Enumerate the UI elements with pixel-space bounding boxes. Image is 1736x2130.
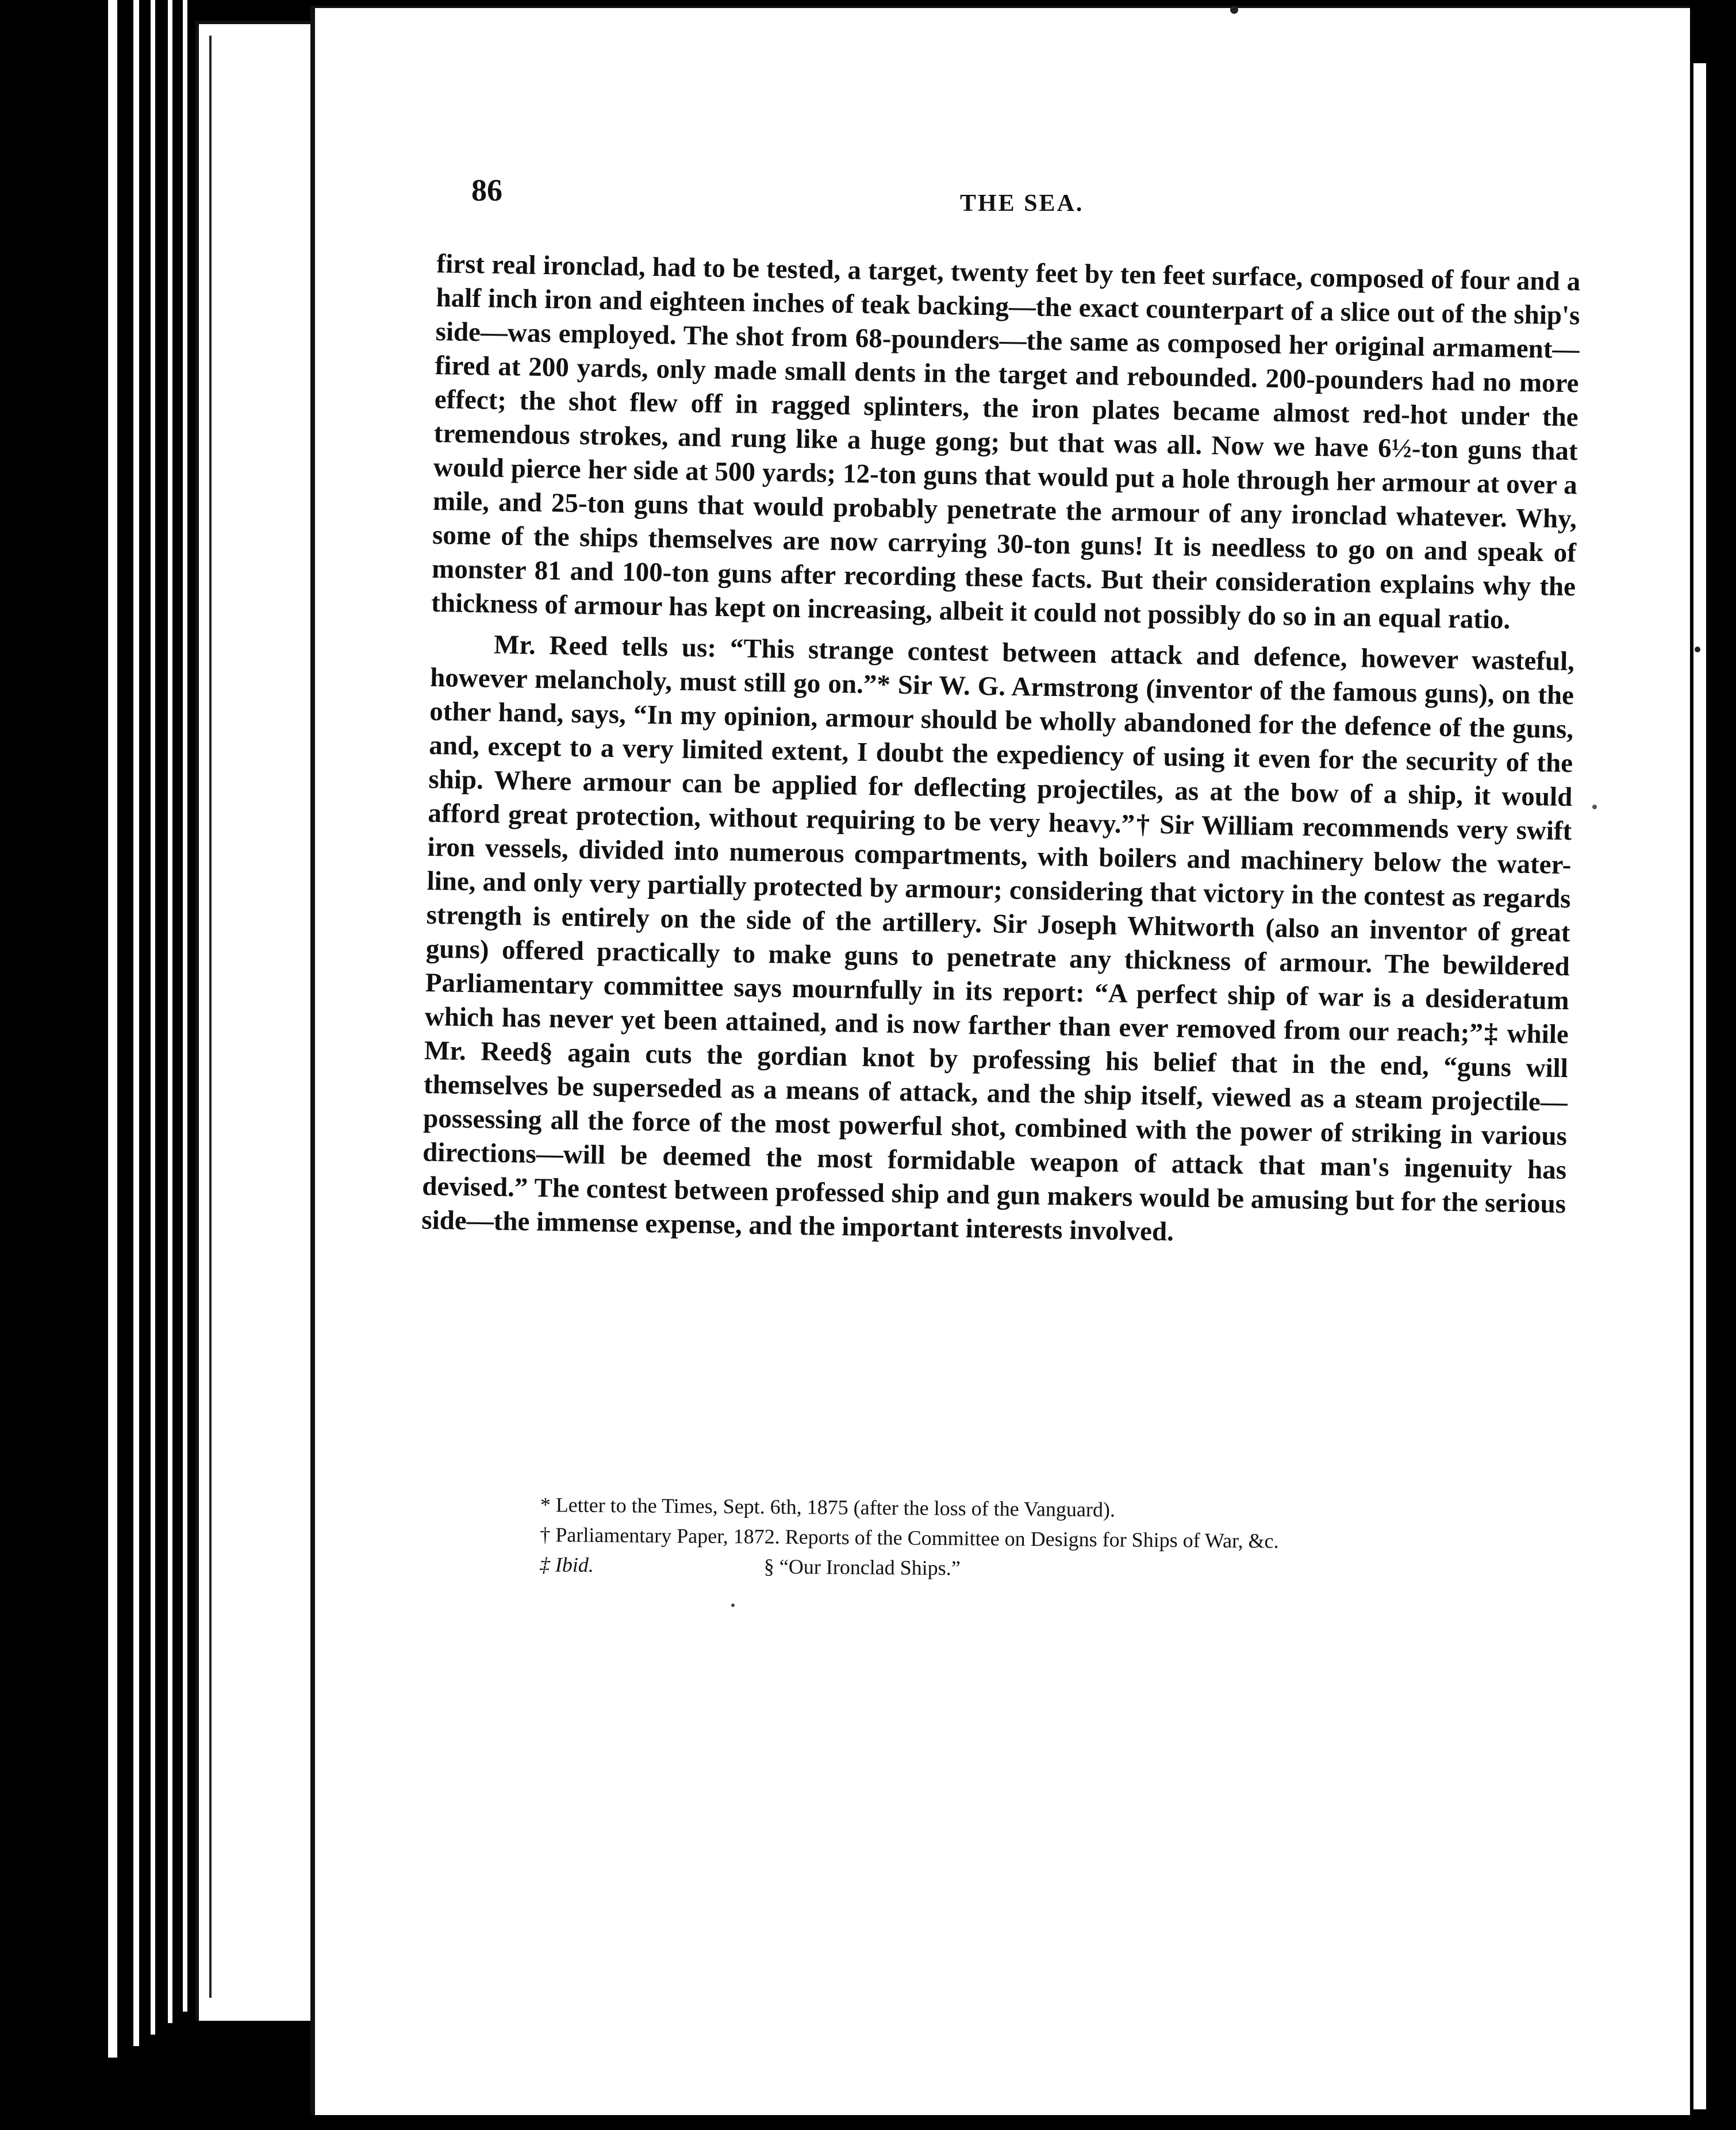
right-page-edge-stripe (1693, 63, 1706, 2109)
scan-speck (731, 1604, 735, 1607)
paragraph-1: first real ironclad, had to be tested, a target, twenty feet by ten feet surface, composed of four and a half inch iron and eighteen inches of teak backing—the exact counterpart of a slice out of the ship's side—was employed. The shot from 68-pounders—the same as composed her original armament—fired at 200 yards, only made small dents in the target and rebounded. 200-pounders had no more effect; the shot flew off in ragged splinters, the iron plates became almost red-hot under the tremendous strokes, and rung like a huge gong; but that was all. Now we have 6½-ton guns that would pierce her side at 500 yards; 12-ton guns that would put a hole through her armour at over a mile, and 25-ton guns that would probably penetrate the armour of any ironclad whatever. Why, some of the ships themselves are now carrying 30-ton guns! It is needless to go on and speak of monster 81 and 100-ton guns after recording these facts. But their consideration explains why the thickness of armour has kept on increasing, albeit it could not possibly do so in an equal ratio. (431, 248, 1581, 635)
footnote-times-letter: * Letter to the Times, Sept. 6th, 1875 (after the loss of the Vanguard). (540, 1493, 1116, 1521)
page-number: 86 (471, 173, 502, 207)
page-edge-stripe (151, 0, 155, 2035)
page-edge-stripe (133, 0, 139, 2046)
footnotes (540, 1491, 1483, 1589)
scan-speck (1592, 805, 1597, 809)
page-edge-stripe (108, 0, 117, 2058)
page-edge-stripe (168, 0, 172, 2023)
right-scan-border (1690, 0, 1736, 2130)
footnote-our-ironclad-ships: § “Our Ironclad Ships.” (763, 1555, 961, 1580)
running-head: THE SEA. (960, 190, 1084, 217)
footnote-ibid: ‡ Ibid. (539, 1552, 594, 1577)
footnote-parliamentary-paper: † Parliamentary Paper, 1872. Reports of the Committee on Designs for Ships of War, &c. (540, 1522, 1279, 1553)
paragraph-2: Mr. Reed tells us: “This strange contest between attack and defence, however wasteful, however melancholy, must still go on.”* Sir W. G. Armstrong (inventor of the famous guns), on the other hand, says, “In my opinion, armour should be wholly abandoned for the defence of the guns, and, except to a very limited extent, I doubt the expediency of using it even for the security of the ship. Where armour can be applied for deflecting projectiles, as at the bow of a ship, it would afford great protection, without requiring to be very heavy.”† Sir William recommends very swift iron vessels, divided into numerous compartments, with boilers and machinery below the water-line, and only very partially protected by armour; considering that victory in the contest as regards strength is entirely on the side of the artillery. Sir Joseph Whitworth (also an inventor of great guns) offered practically to make guns to penetrate any thickness of armour. The bewildered Parliamentary committee says mournfully in its report: “A perfect ship of war is a desideratum which has never yet been attained, and is now farther than ever removed from our reach;”‡ while Mr. Reed§ again cuts the gordian knot by professing his belief that in the end, “guns will themselves be superseded as a means of attack, and the ship itself, viewed as a steam projectile—possessing all the force of the most powerful shot, combined with the power of striking in various directions—will be deemed the most formidable weapon of attack that man's ingenuity has devised.” The contest between professed ship and gun makers would be amusing but for the serious side—the immense expense, and the important interests involved. (421, 629, 1575, 1247)
footnote-ibid-row (540, 1551, 1482, 1586)
body-text (421, 247, 1581, 1262)
scan-speck (1230, 6, 1238, 14)
page-edge-stripe (183, 0, 187, 2012)
scan-speck (1695, 647, 1700, 652)
underlying-page-edge (195, 21, 322, 2021)
